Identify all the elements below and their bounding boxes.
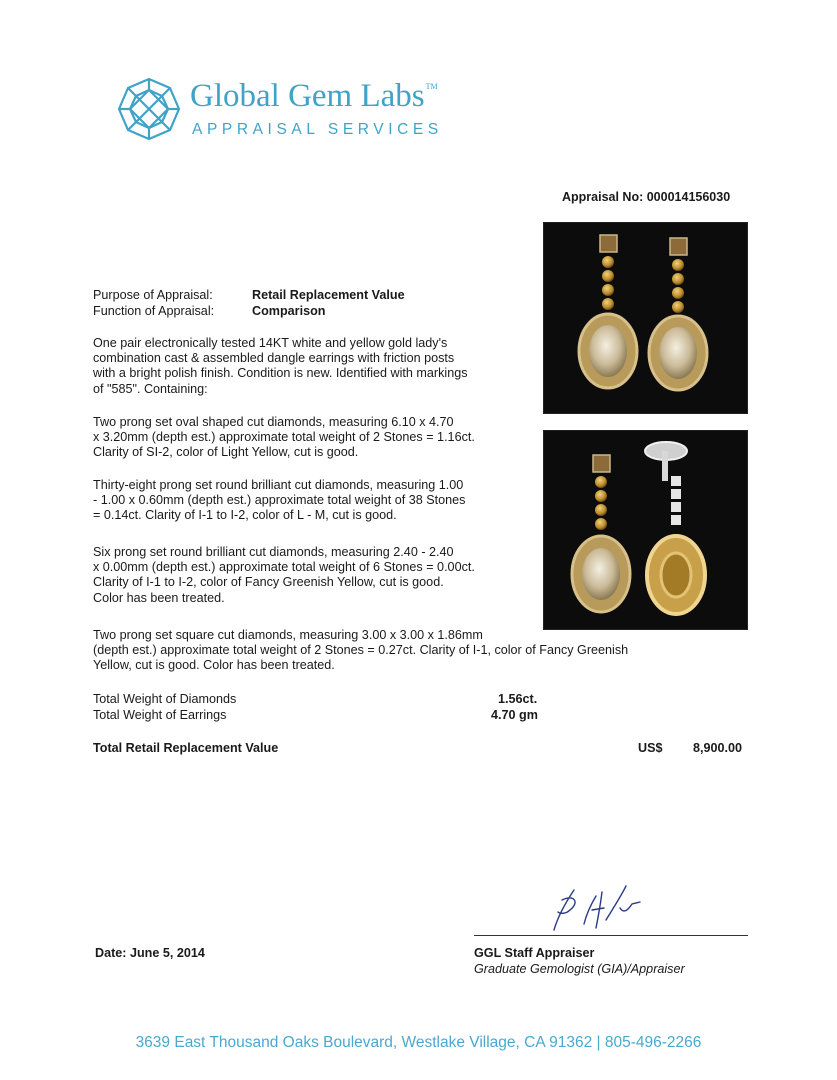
- stone-description-round-small: [93, 478, 533, 524]
- signature-line: [474, 935, 748, 936]
- stone-line: Two prong set oval shaped cut diamonds, measuring 6.10 x 4.70: [93, 415, 454, 429]
- stone-line: - 1.00 x 0.60mm (depth est.) approximate total weight of 38 Stones: [93, 493, 466, 508]
- function-label: Function of Appraisal:: [93, 304, 215, 318]
- total-diamonds-label: Total Weight of Diamonds: [93, 692, 237, 706]
- purpose-value: Retail Replacement Value: [252, 288, 405, 302]
- earrings-front-image: [544, 223, 747, 413]
- description-line: with a bright polish finish. Condition is new. Identified with markings: [93, 366, 468, 381]
- appraisal-number: Appraisal No: 000014156030: [562, 190, 731, 204]
- stone-line: x 0.00mm (depth est.) approximate total weight of 6 Stones = 0.00ct.: [93, 560, 475, 575]
- purpose-label: Purpose of Appraisal:: [93, 288, 213, 302]
- stone-line: Clarity of SI-2, color of Light Yellow, cut is good.: [93, 445, 359, 460]
- earrings-back-image: [544, 431, 747, 629]
- appraisal-date: Date: June 5, 2014: [95, 946, 205, 960]
- gem-logo-icon: [116, 76, 182, 142]
- description-line: combination cast & assembled dangle earrings with friction posts: [93, 351, 455, 366]
- stone-line: Thirty-eight prong set round brilliant cut diamonds, measuring 1.00: [93, 478, 464, 492]
- appraiser-title: GGL Staff Appraiser: [474, 946, 595, 960]
- brand-name-text: Global Gem Labs: [190, 78, 425, 114]
- description-line: of "585". Containing:: [93, 381, 208, 396]
- footer-address: 3639 East Thousand Oaks Boulevard, Westlake Village, CA 91362 | 805-496-2266: [135, 1034, 702, 1051]
- stone-line: = 0.14ct. Clarity of I-1 to I-2, color of L - M, cut is good.: [93, 508, 397, 523]
- retail-value-label: Total Retail Replacement Value: [93, 741, 279, 755]
- stone-description-square: [93, 628, 693, 674]
- brand-subtitle: APPRAISAL SERVICES: [192, 121, 443, 138]
- total-earrings-label: Total Weight of Earrings: [93, 708, 227, 722]
- stone-line: Six prong set round brilliant cut diamonds, measuring 2.40 - 2.40: [93, 545, 454, 559]
- signature-icon: [540, 880, 650, 936]
- brand-name: [190, 78, 438, 115]
- stone-line: Two prong set square cut diamonds, measuring 3.00 x 3.00 x 1.86mm: [93, 628, 483, 642]
- trademark: TM: [425, 82, 438, 91]
- total-diamonds-value: 1.56ct.: [498, 692, 538, 706]
- item-description: [93, 336, 533, 397]
- retail-value-amount: 8,900.00: [693, 741, 743, 755]
- function-value: Comparison: [252, 304, 326, 318]
- earrings-photo-back: [543, 430, 748, 630]
- stone-line: Clarity of I-1 to I-2, color of Fancy Greenish Yellow, cut is good.: [93, 575, 444, 590]
- stone-line: x 3.20mm (depth est.) approximate total weight of 2 Stones = 1.16ct.: [93, 430, 475, 445]
- stone-line: (depth est.) approximate total weight of 2 Stones = 0.27ct. Clarity of I-1, color of Fancy Greenish: [93, 643, 629, 658]
- description-line: One pair electronically tested 14KT white and yellow gold lady's: [93, 336, 448, 350]
- stone-line: Yellow, cut is good. Color has been treated.: [93, 658, 335, 673]
- earrings-photo-front: [543, 222, 748, 414]
- total-earrings-value: 4.70 gm: [491, 708, 538, 722]
- stone-description-oval: [93, 415, 533, 461]
- appraiser-credential: Graduate Gemologist (GIA)/Appraiser: [474, 962, 685, 976]
- stone-line: Color has been treated.: [93, 590, 225, 605]
- stone-description-round-fancy: [93, 545, 533, 606]
- currency: US$: [638, 741, 663, 755]
